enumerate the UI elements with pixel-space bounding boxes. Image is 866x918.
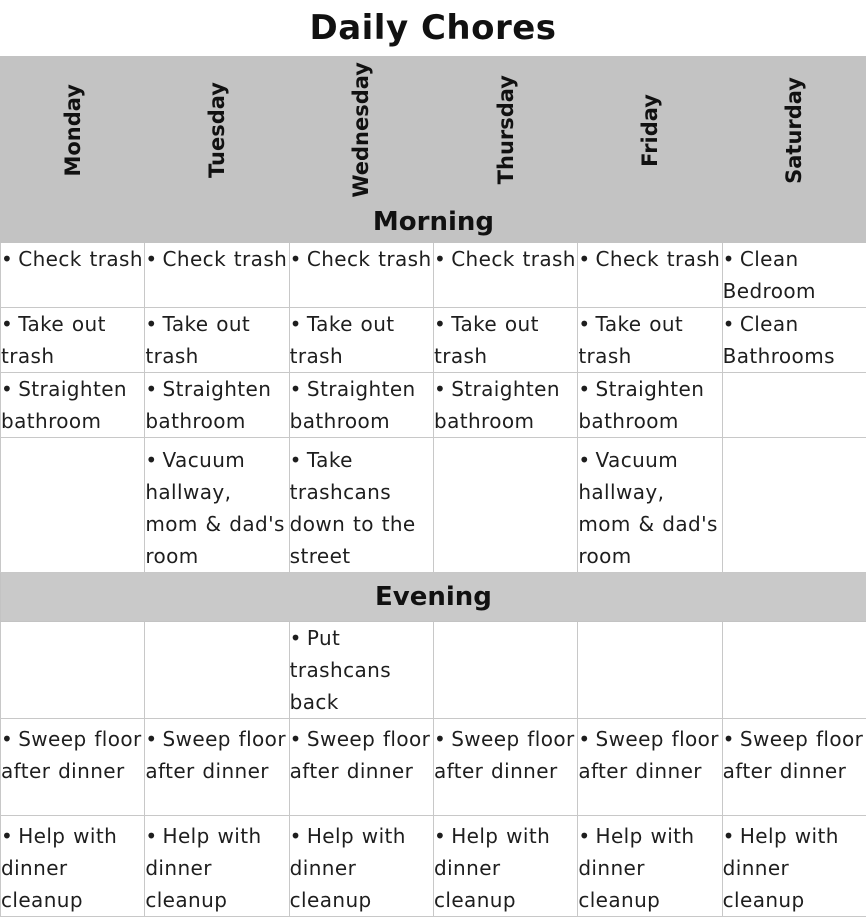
- chore-cell: [578, 243, 722, 308]
- bullet-icon: •: [578, 448, 591, 472]
- bullet-icon: •: [145, 312, 158, 336]
- chore-cell: [145, 373, 289, 438]
- day-header-wednesday: [289, 57, 433, 208]
- chore-cell: [578, 719, 722, 816]
- chore-text: Check trash: [162, 247, 288, 271]
- chore-cell: [1, 243, 145, 308]
- chore-cell: [722, 373, 866, 438]
- bullet-icon: •: [578, 377, 591, 401]
- chore-cell: [145, 622, 289, 719]
- bullet-icon: •: [578, 727, 591, 751]
- chore-text: Help with dinner cleanup: [578, 824, 695, 912]
- chore-cell: [722, 243, 866, 308]
- chore-cell: [289, 373, 433, 438]
- chore-text: Straighten bathroom: [1, 377, 127, 433]
- chore-cell: [722, 719, 866, 816]
- day-label: Monday: [60, 83, 85, 177]
- bullet-icon: •: [578, 824, 591, 848]
- chore-cell: [1, 373, 145, 438]
- bullet-icon: •: [289, 377, 302, 401]
- chore-cell: [433, 719, 577, 816]
- bullet-icon: •: [289, 824, 302, 848]
- chore-text: Sweep floor after dinner: [1, 727, 142, 783]
- chore-text: Straighten bathroom: [145, 377, 272, 433]
- chore-cell: [1, 622, 145, 719]
- chore-text: Sweep floor after dinner: [722, 727, 864, 783]
- chore-cell: [433, 622, 577, 719]
- chore-text: Sweep floor after dinner: [145, 727, 286, 783]
- chore-cell: [1, 438, 145, 573]
- table-row: [1, 373, 866, 438]
- day-header-row: [1, 57, 866, 208]
- chore-cell: [1, 308, 145, 373]
- table-row: [1, 622, 866, 719]
- chore-cell: [722, 622, 866, 719]
- section-header-evening: [1, 573, 866, 622]
- bullet-icon: •: [722, 247, 735, 271]
- chore-text: Help with dinner cleanup: [145, 824, 262, 912]
- chore-cell: [722, 816, 866, 917]
- bullet-icon: •: [433, 312, 447, 336]
- page-title: Daily Chores: [309, 8, 557, 48]
- day-label: Thursday: [493, 75, 518, 185]
- chore-cell: [578, 373, 722, 438]
- chore-text: Straighten bathroom: [433, 377, 560, 433]
- table-row: [1, 308, 866, 373]
- bullet-icon: •: [433, 824, 447, 848]
- chore-cell: [145, 308, 289, 373]
- chore-text: Clean Bathrooms: [722, 312, 835, 368]
- day-label: Saturday: [782, 76, 807, 184]
- chore-cell: [433, 308, 577, 373]
- chore-text: Take out trash: [578, 312, 684, 368]
- chore-text: Sweep floor after dinner: [578, 727, 719, 783]
- chore-cell: [289, 719, 433, 816]
- bullet-icon: •: [145, 824, 158, 848]
- chore-cell: [722, 438, 866, 573]
- chore-cell: [145, 816, 289, 917]
- chore-text: Put trashcans back: [289, 626, 392, 714]
- bullet-icon: •: [289, 247, 302, 271]
- day-label: Friday: [637, 93, 662, 167]
- chore-cell: [433, 816, 577, 917]
- day-header-thursday: [433, 57, 577, 208]
- chore-cell: [145, 438, 289, 573]
- chore-cell: [289, 308, 433, 373]
- bullet-icon: •: [289, 727, 302, 751]
- chore-text: Straighten bathroom: [578, 377, 705, 433]
- chores-table: [0, 56, 866, 917]
- chore-text: Take out trash: [289, 312, 395, 368]
- chore-cell: [433, 438, 577, 573]
- bullet-icon: •: [1, 824, 14, 848]
- chore-text: Help with dinner cleanup: [722, 824, 839, 912]
- bullet-icon: •: [433, 247, 447, 271]
- table-row: [1, 816, 866, 917]
- bullet-icon: •: [722, 727, 735, 751]
- bullet-icon: •: [1, 727, 14, 751]
- chore-text: Clean Bedroom: [722, 247, 816, 303]
- day-header-saturday: [722, 57, 866, 208]
- section-label: Morning: [1, 208, 866, 243]
- chore-text: Take out trash: [433, 312, 539, 368]
- day-header-tuesday: [145, 57, 289, 208]
- chore-text: Take trashcans down to the street: [289, 448, 416, 568]
- chore-text: Straighten bathroom: [289, 377, 416, 433]
- table-row: [1, 719, 866, 816]
- bullet-icon: •: [722, 312, 735, 336]
- chore-text: Take out trash: [145, 312, 251, 368]
- bullet-icon: •: [433, 377, 447, 401]
- chore-cell: [289, 243, 433, 308]
- chore-cell: [578, 438, 722, 573]
- chore-text: Vacuum hallway, mom & dad's room: [145, 448, 285, 568]
- chore-cell: [289, 622, 433, 719]
- chore-cell: [433, 243, 577, 308]
- chore-text: Sweep floor after dinner: [289, 727, 431, 783]
- bullet-icon: •: [578, 247, 591, 271]
- bullet-icon: •: [289, 312, 302, 336]
- day-header-monday: [1, 57, 145, 208]
- chore-cell: [289, 438, 433, 573]
- bullet-icon: •: [145, 377, 158, 401]
- section-label: Evening: [1, 573, 866, 622]
- chore-cell: [1, 816, 145, 917]
- chore-cell: [145, 719, 289, 816]
- chore-cell: [578, 308, 722, 373]
- bullet-icon: •: [145, 448, 158, 472]
- chore-cell: [722, 308, 866, 373]
- bullet-icon: •: [1, 312, 14, 336]
- chore-text: Check trash: [306, 247, 432, 271]
- table-row: [1, 243, 866, 308]
- chore-text: Check trash: [595, 247, 721, 271]
- day-label: Tuesday: [204, 82, 229, 178]
- section-header-morning: [1, 208, 866, 243]
- chore-text: Help with dinner cleanup: [289, 824, 406, 912]
- day-label: Wednesday: [349, 62, 374, 198]
- bullet-icon: •: [578, 312, 591, 336]
- chore-text: Check trash: [451, 247, 576, 271]
- chore-text: Take out trash: [1, 312, 106, 368]
- chore-cell: [1, 719, 145, 816]
- chore-text: Check trash: [18, 247, 143, 271]
- bullet-icon: •: [145, 247, 158, 271]
- bullet-icon: •: [145, 727, 158, 751]
- bullet-icon: •: [289, 626, 302, 650]
- day-header-friday: [578, 57, 722, 208]
- chore-cell: [145, 243, 289, 308]
- bullet-icon: •: [289, 448, 302, 472]
- chore-text: Help with dinner cleanup: [433, 824, 551, 912]
- bullet-icon: •: [433, 727, 447, 751]
- chore-text: Sweep floor after dinner: [433, 727, 575, 783]
- table-row: [1, 438, 866, 573]
- bullet-icon: •: [1, 247, 14, 271]
- chore-cell: [433, 373, 577, 438]
- bullet-icon: •: [722, 824, 735, 848]
- chore-text: Vacuum hallway, mom & dad's room: [578, 448, 718, 568]
- bullet-icon: •: [1, 377, 14, 401]
- chore-cell: [578, 816, 722, 917]
- chore-text: Help with dinner cleanup: [1, 824, 118, 912]
- chore-cell: [289, 816, 433, 917]
- chore-cell: [578, 622, 722, 719]
